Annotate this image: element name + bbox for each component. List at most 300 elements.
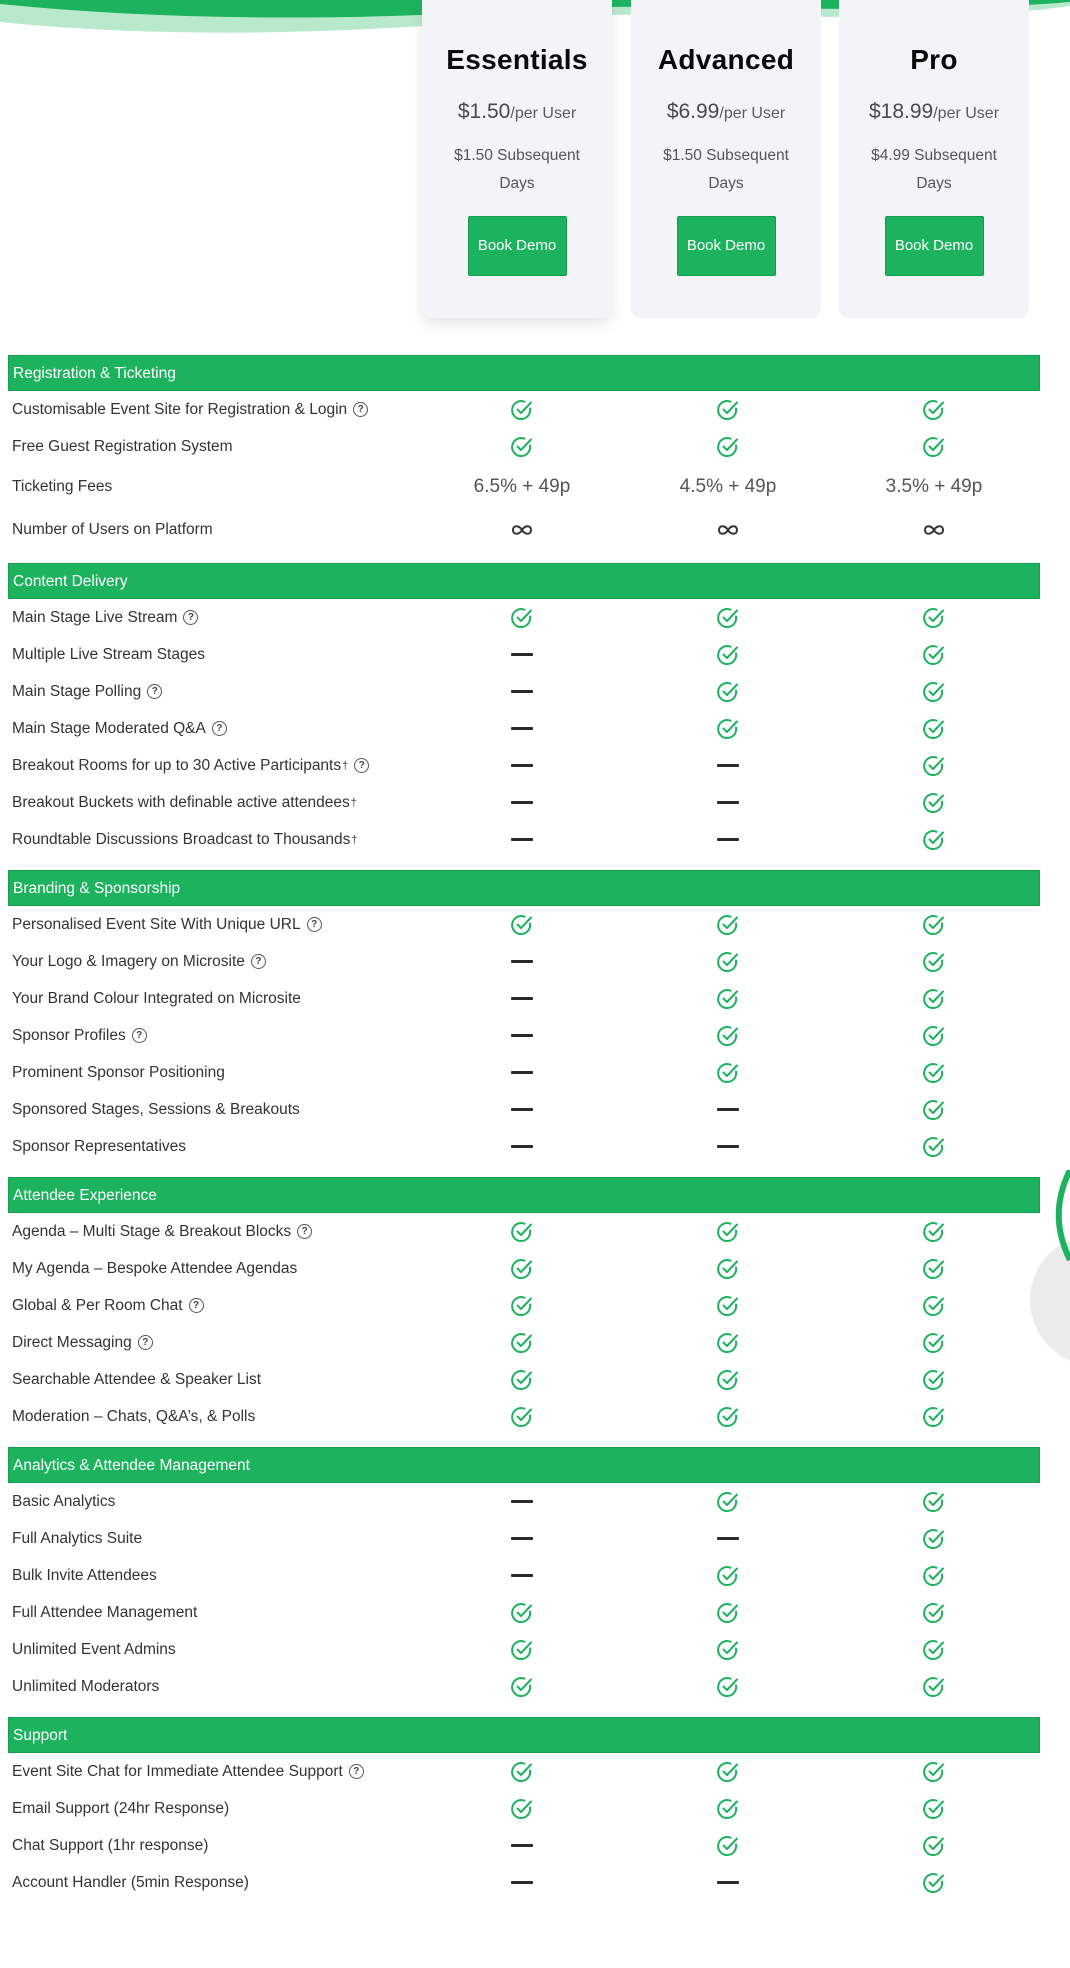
cell-pro [874, 747, 994, 784]
check-icon [922, 791, 946, 815]
check-icon [510, 913, 534, 937]
cell-essentials [462, 465, 582, 508]
fee-value: 4.5% + 49p [679, 475, 777, 497]
check-icon [922, 1098, 946, 1122]
feature-label [12, 1790, 229, 1827]
cell-advanced [668, 1483, 788, 1520]
feature-label [12, 599, 198, 636]
feature-label [12, 1250, 297, 1287]
dash-icon [511, 997, 533, 1000]
feature-row [8, 1483, 1040, 1520]
dagger-mark: † [342, 759, 349, 772]
feature-row [8, 465, 1040, 508]
cell-advanced [668, 391, 788, 428]
check-icon [922, 1024, 946, 1048]
check-icon [510, 1368, 534, 1392]
feature-row [8, 747, 1040, 784]
feature-label [12, 1128, 186, 1165]
cell-advanced [668, 1250, 788, 1287]
feature-label-text: Personalised Event Site With Unique URL [12, 915, 301, 933]
feature-row [8, 1668, 1040, 1705]
dash-icon [511, 764, 533, 767]
feature-label-text: Basic Analytics [12, 1492, 116, 1510]
cell-advanced [668, 1213, 788, 1250]
cell-essentials [462, 1631, 582, 1668]
check-icon [716, 1294, 740, 1318]
cell-pro [874, 1790, 994, 1827]
check-icon [922, 1797, 946, 1821]
plan-price: $6.99/per User [666, 100, 786, 123]
feature-label [12, 1753, 364, 1790]
fee-value: 3.5% + 49p [885, 475, 983, 497]
feature-label [12, 1520, 142, 1557]
cell-advanced [668, 508, 788, 551]
help-icon[interactable]: ? [189, 1298, 204, 1313]
plan-card-pro [839, 0, 1029, 318]
check-icon [510, 1601, 534, 1625]
feature-label [12, 1557, 157, 1594]
cell-essentials [462, 1091, 582, 1128]
feature-row [8, 391, 1040, 428]
cell-pro [874, 1324, 994, 1361]
feature-label-text: Direct Messaging [12, 1333, 132, 1351]
cell-essentials [462, 673, 582, 710]
feature-label [12, 1287, 204, 1324]
check-icon [922, 1220, 946, 1244]
check-icon [510, 1675, 534, 1699]
check-icon [716, 1024, 740, 1048]
section-header: Support [8, 1717, 1040, 1753]
cell-advanced [668, 428, 788, 465]
feature-row [8, 1361, 1040, 1398]
check-icon [716, 1490, 740, 1514]
infinity-icon [922, 523, 946, 537]
cell-essentials [462, 784, 582, 821]
cell-advanced [668, 1091, 788, 1128]
cell-essentials [462, 980, 582, 1017]
feature-row [8, 943, 1040, 980]
plan-name: Essentials [446, 44, 588, 75]
feature-label-text: Roundtable Discussions Broadcast to Thousands [12, 830, 351, 848]
check-icon [922, 1834, 946, 1858]
check-icon [510, 398, 534, 422]
feature-label-text: Unlimited Moderators [12, 1677, 160, 1695]
cell-pro [874, 1091, 994, 1128]
feature-label-text: Email Support (24hr Response) [12, 1799, 230, 1817]
book-demo-button-advanced[interactable]: Book Demo [677, 216, 776, 276]
feature-label [12, 943, 266, 980]
check-icon [922, 987, 946, 1011]
feature-row [8, 673, 1040, 710]
feature-label [12, 1091, 300, 1128]
help-icon[interactable]: ? [138, 1335, 153, 1350]
check-icon [716, 680, 740, 704]
cell-essentials [462, 906, 582, 943]
cell-pro [874, 636, 994, 673]
dash-icon [717, 764, 739, 767]
feature-row [8, 1054, 1040, 1091]
feature-row [8, 508, 1040, 551]
check-icon [510, 1331, 534, 1355]
dash-icon [511, 1034, 533, 1037]
cell-essentials [462, 821, 582, 858]
check-icon [716, 643, 740, 667]
feature-label-text: Free Guest Registration System [12, 437, 233, 455]
cell-essentials [462, 428, 582, 465]
feature-label [12, 1054, 225, 1091]
plan-name: Pro [910, 44, 958, 75]
feature-label [12, 1594, 197, 1631]
feature-label [12, 1398, 255, 1435]
cell-pro [874, 673, 994, 710]
help-icon[interactable]: ? [354, 758, 369, 773]
section-spacer [8, 1705, 1040, 1717]
dash-icon [511, 1145, 533, 1148]
feature-label-text: My Agenda – Bespoke Attendee Agendas [12, 1259, 298, 1277]
feature-label-text: Ticketing Fees [12, 477, 113, 495]
dash-icon [717, 1108, 739, 1111]
feature-label [12, 1631, 176, 1668]
plan-subsequent: $1.50 Subsequent Days [454, 147, 580, 192]
cell-essentials [462, 508, 582, 551]
feature-label-text: Number of Users on Platform [12, 520, 213, 538]
cell-advanced [668, 1594, 788, 1631]
feature-label-text: Breakout Buckets with definable active attendees [12, 793, 350, 811]
section-header: Content Delivery [8, 563, 1040, 599]
check-icon [922, 1061, 946, 1085]
feature-label [12, 710, 227, 747]
dash-icon [511, 1537, 533, 1540]
feature-row [8, 599, 1040, 636]
cell-pro [874, 943, 994, 980]
cell-essentials [462, 1017, 582, 1054]
feature-row [8, 1594, 1040, 1631]
feature-label [12, 1483, 115, 1520]
check-icon [922, 1638, 946, 1662]
cell-essentials [462, 1287, 582, 1324]
feature-label [12, 673, 162, 710]
feature-label [12, 747, 369, 784]
check-icon [510, 435, 534, 459]
check-icon [716, 1638, 740, 1662]
dash-icon [511, 960, 533, 963]
cell-advanced [668, 1557, 788, 1594]
help-icon[interactable]: ? [353, 402, 368, 417]
feature-row [8, 980, 1040, 1017]
cell-pro [874, 1483, 994, 1520]
cell-essentials [462, 1054, 582, 1091]
feature-label-text: Chat Support (1hr response) [12, 1836, 209, 1854]
feature-row [8, 906, 1040, 943]
check-icon [922, 435, 946, 459]
check-icon [922, 754, 946, 778]
cell-advanced [668, 1017, 788, 1054]
help-icon[interactable]: ? [212, 721, 227, 736]
cell-essentials [462, 599, 582, 636]
section-spacer [8, 551, 1040, 563]
cell-advanced [668, 980, 788, 1017]
book-demo-button-pro[interactable]: Book Demo [885, 216, 984, 276]
cell-essentials [462, 1128, 582, 1165]
check-icon [716, 1601, 740, 1625]
cell-essentials [462, 1790, 582, 1827]
plan-name: Advanced [657, 44, 795, 75]
cell-advanced [668, 1668, 788, 1705]
section-header: Attendee Experience [8, 1177, 1040, 1213]
cell-essentials [462, 1483, 582, 1520]
feature-row [8, 1091, 1040, 1128]
feature-row [8, 1128, 1040, 1165]
check-icon [510, 1797, 534, 1821]
feature-label [12, 980, 301, 1017]
cell-advanced [668, 906, 788, 943]
cell-pro [874, 1287, 994, 1324]
cell-advanced [668, 1864, 788, 1901]
cell-essentials [462, 943, 582, 980]
plans-header [0, 0, 1070, 330]
feature-row [8, 1398, 1040, 1435]
section-spacer [8, 858, 1040, 870]
check-icon [922, 950, 946, 974]
feature-label-text: Bulk Invite Attendees [12, 1566, 157, 1584]
feature-label [12, 1864, 249, 1901]
cell-pro [874, 599, 994, 636]
cell-essentials [462, 1250, 582, 1287]
cell-advanced [668, 673, 788, 710]
help-icon[interactable]: ? [297, 1224, 312, 1239]
cell-advanced [668, 1361, 788, 1398]
section-spacer [8, 1165, 1040, 1177]
feature-row [8, 1213, 1040, 1250]
cell-essentials [462, 391, 582, 428]
feature-label-text: Full Analytics Suite [12, 1529, 143, 1547]
feature-row [8, 1827, 1040, 1864]
cell-advanced [668, 821, 788, 858]
check-icon [716, 1061, 740, 1085]
cell-advanced [668, 636, 788, 673]
dash-icon [717, 1145, 739, 1148]
feature-row [8, 1017, 1040, 1054]
feature-label [12, 428, 233, 465]
feature-label [12, 465, 112, 508]
feature-label [12, 1017, 147, 1054]
cell-essentials [462, 747, 582, 784]
dash-icon [511, 1500, 533, 1503]
check-icon [922, 1331, 946, 1355]
feature-row [8, 821, 1040, 858]
feature-label-text: Account Handler (5min Response) [12, 1873, 249, 1891]
help-icon[interactable]: ? [251, 954, 266, 969]
check-icon [510, 1257, 534, 1281]
cell-advanced [668, 784, 788, 821]
feature-label-text: Breakout Rooms for up to 30 Active Participants [12, 756, 342, 774]
feature-label-text: Prominent Sponsor Positioning [12, 1063, 225, 1081]
check-icon [716, 1220, 740, 1244]
cell-essentials [462, 1557, 582, 1594]
dash-icon [511, 727, 533, 730]
feature-row [8, 636, 1040, 673]
check-icon [922, 1405, 946, 1429]
feature-row [8, 1753, 1040, 1790]
section-header: Registration & Ticketing [8, 355, 1040, 391]
cell-pro [874, 1520, 994, 1557]
help-icon[interactable]: ? [307, 917, 322, 932]
feature-label-text: Event Site Chat for Immediate Attendee Support [12, 1762, 343, 1780]
check-icon [922, 1135, 946, 1159]
check-icon [716, 1564, 740, 1588]
dash-icon [511, 1108, 533, 1111]
dash-icon [511, 690, 533, 693]
cell-essentials [462, 1827, 582, 1864]
check-icon [922, 1760, 946, 1784]
check-icon [716, 717, 740, 741]
check-icon [510, 1638, 534, 1662]
feature-label-text: Full Attendee Management [12, 1603, 198, 1621]
cell-advanced [668, 1287, 788, 1324]
check-icon [510, 1220, 534, 1244]
feature-label-text: Multiple Live Stream Stages [12, 645, 205, 663]
help-icon[interactable]: ? [132, 1028, 147, 1043]
check-icon [716, 1405, 740, 1429]
dash-icon [717, 838, 739, 841]
check-icon [922, 398, 946, 422]
cell-pro [874, 1128, 994, 1165]
cell-pro [874, 1361, 994, 1398]
cell-essentials [462, 1520, 582, 1557]
feature-label [12, 821, 357, 858]
feature-row [8, 1790, 1040, 1827]
feature-row [8, 1557, 1040, 1594]
check-icon [922, 1601, 946, 1625]
cell-pro [874, 465, 994, 508]
check-icon [716, 1257, 740, 1281]
feature-label [12, 508, 213, 551]
feature-label-text: Your Brand Colour Integrated on Microsite [12, 989, 301, 1007]
help-icon[interactable]: ? [183, 610, 198, 625]
dash-icon [717, 1537, 739, 1540]
cell-pro [874, 1398, 994, 1435]
check-icon [922, 828, 946, 852]
dash-icon [511, 1574, 533, 1577]
feature-row [8, 428, 1040, 465]
feature-row [8, 1250, 1040, 1287]
feature-row [8, 1631, 1040, 1668]
feature-label-text: Unlimited Event Admins [12, 1640, 176, 1658]
feature-row [8, 1864, 1040, 1901]
cell-advanced [668, 1520, 788, 1557]
comparison-table [8, 355, 1040, 1901]
feature-label-text: Your Logo & Imagery on Microsite [12, 952, 245, 970]
feature-label [12, 1668, 159, 1705]
cell-pro [874, 1054, 994, 1091]
cell-pro [874, 1594, 994, 1631]
feature-label-text: Moderation – Chats, Q&A’s, & Polls [12, 1407, 256, 1425]
dash-icon [511, 801, 533, 804]
dash-icon [511, 1844, 533, 1847]
feature-label [12, 391, 368, 428]
check-icon [716, 435, 740, 459]
dash-icon [511, 1071, 533, 1074]
feature-row [8, 1520, 1040, 1557]
cell-advanced [668, 1631, 788, 1668]
check-icon [922, 1871, 946, 1895]
cell-essentials [462, 1398, 582, 1435]
cell-pro [874, 1250, 994, 1287]
check-icon [510, 1294, 534, 1318]
feature-label-text: Global & Per Room Chat [12, 1296, 183, 1314]
book-demo-button-essentials[interactable]: Book Demo [468, 216, 567, 276]
cell-advanced [668, 599, 788, 636]
cell-advanced [668, 710, 788, 747]
cell-pro [874, 821, 994, 858]
check-icon [716, 913, 740, 937]
cell-pro [874, 1557, 994, 1594]
check-icon [716, 606, 740, 630]
plan-price: $18.99/per User [868, 100, 1000, 123]
cell-essentials [462, 1753, 582, 1790]
dash-icon [717, 1881, 739, 1884]
cell-advanced [668, 465, 788, 508]
feature-label [12, 1827, 208, 1864]
feature-label-text: Sponsor Profiles [12, 1026, 126, 1044]
feature-label-text: Agenda – Multi Stage & Breakout Blocks [12, 1222, 292, 1240]
feature-row [8, 784, 1040, 821]
check-icon [716, 1331, 740, 1355]
check-icon [922, 606, 946, 630]
check-icon [922, 717, 946, 741]
infinity-icon [510, 523, 534, 537]
cell-advanced [668, 747, 788, 784]
check-icon [716, 1675, 740, 1699]
dash-icon [511, 1881, 533, 1884]
feature-label [12, 1213, 312, 1250]
feature-row [8, 1324, 1040, 1361]
feature-label [12, 1361, 261, 1398]
plan-card-advanced [631, 0, 821, 318]
dash-icon [717, 801, 739, 804]
check-icon [716, 950, 740, 974]
cell-pro [874, 1213, 994, 1250]
cell-essentials [462, 1324, 582, 1361]
check-icon [716, 1834, 740, 1858]
section-spacer [8, 1435, 1040, 1447]
feature-label-text: Sponsored Stages, Sessions & Breakouts [12, 1100, 300, 1118]
section-header: Branding & Sponsorship [8, 870, 1040, 906]
cell-pro [874, 1753, 994, 1790]
check-icon [510, 606, 534, 630]
cell-pro [874, 428, 994, 465]
help-icon[interactable]: ? [349, 1764, 364, 1779]
check-icon [922, 1527, 946, 1551]
check-icon [922, 1490, 946, 1514]
fee-value: 6.5% + 49p [473, 475, 571, 497]
feature-label [12, 1324, 153, 1361]
check-icon [922, 680, 946, 704]
cell-essentials [462, 1594, 582, 1631]
check-icon [922, 1564, 946, 1588]
cell-pro [874, 1668, 994, 1705]
help-icon[interactable]: ? [147, 684, 162, 699]
cell-advanced [668, 1398, 788, 1435]
section-header: Analytics & Attendee Management [8, 1447, 1040, 1483]
cell-essentials [462, 636, 582, 673]
dash-icon [511, 653, 533, 656]
cell-advanced [668, 943, 788, 980]
cell-advanced [668, 1324, 788, 1361]
feature-label-text: Main Stage Live Stream [12, 608, 178, 626]
cell-pro [874, 391, 994, 428]
cell-advanced [668, 1790, 788, 1827]
